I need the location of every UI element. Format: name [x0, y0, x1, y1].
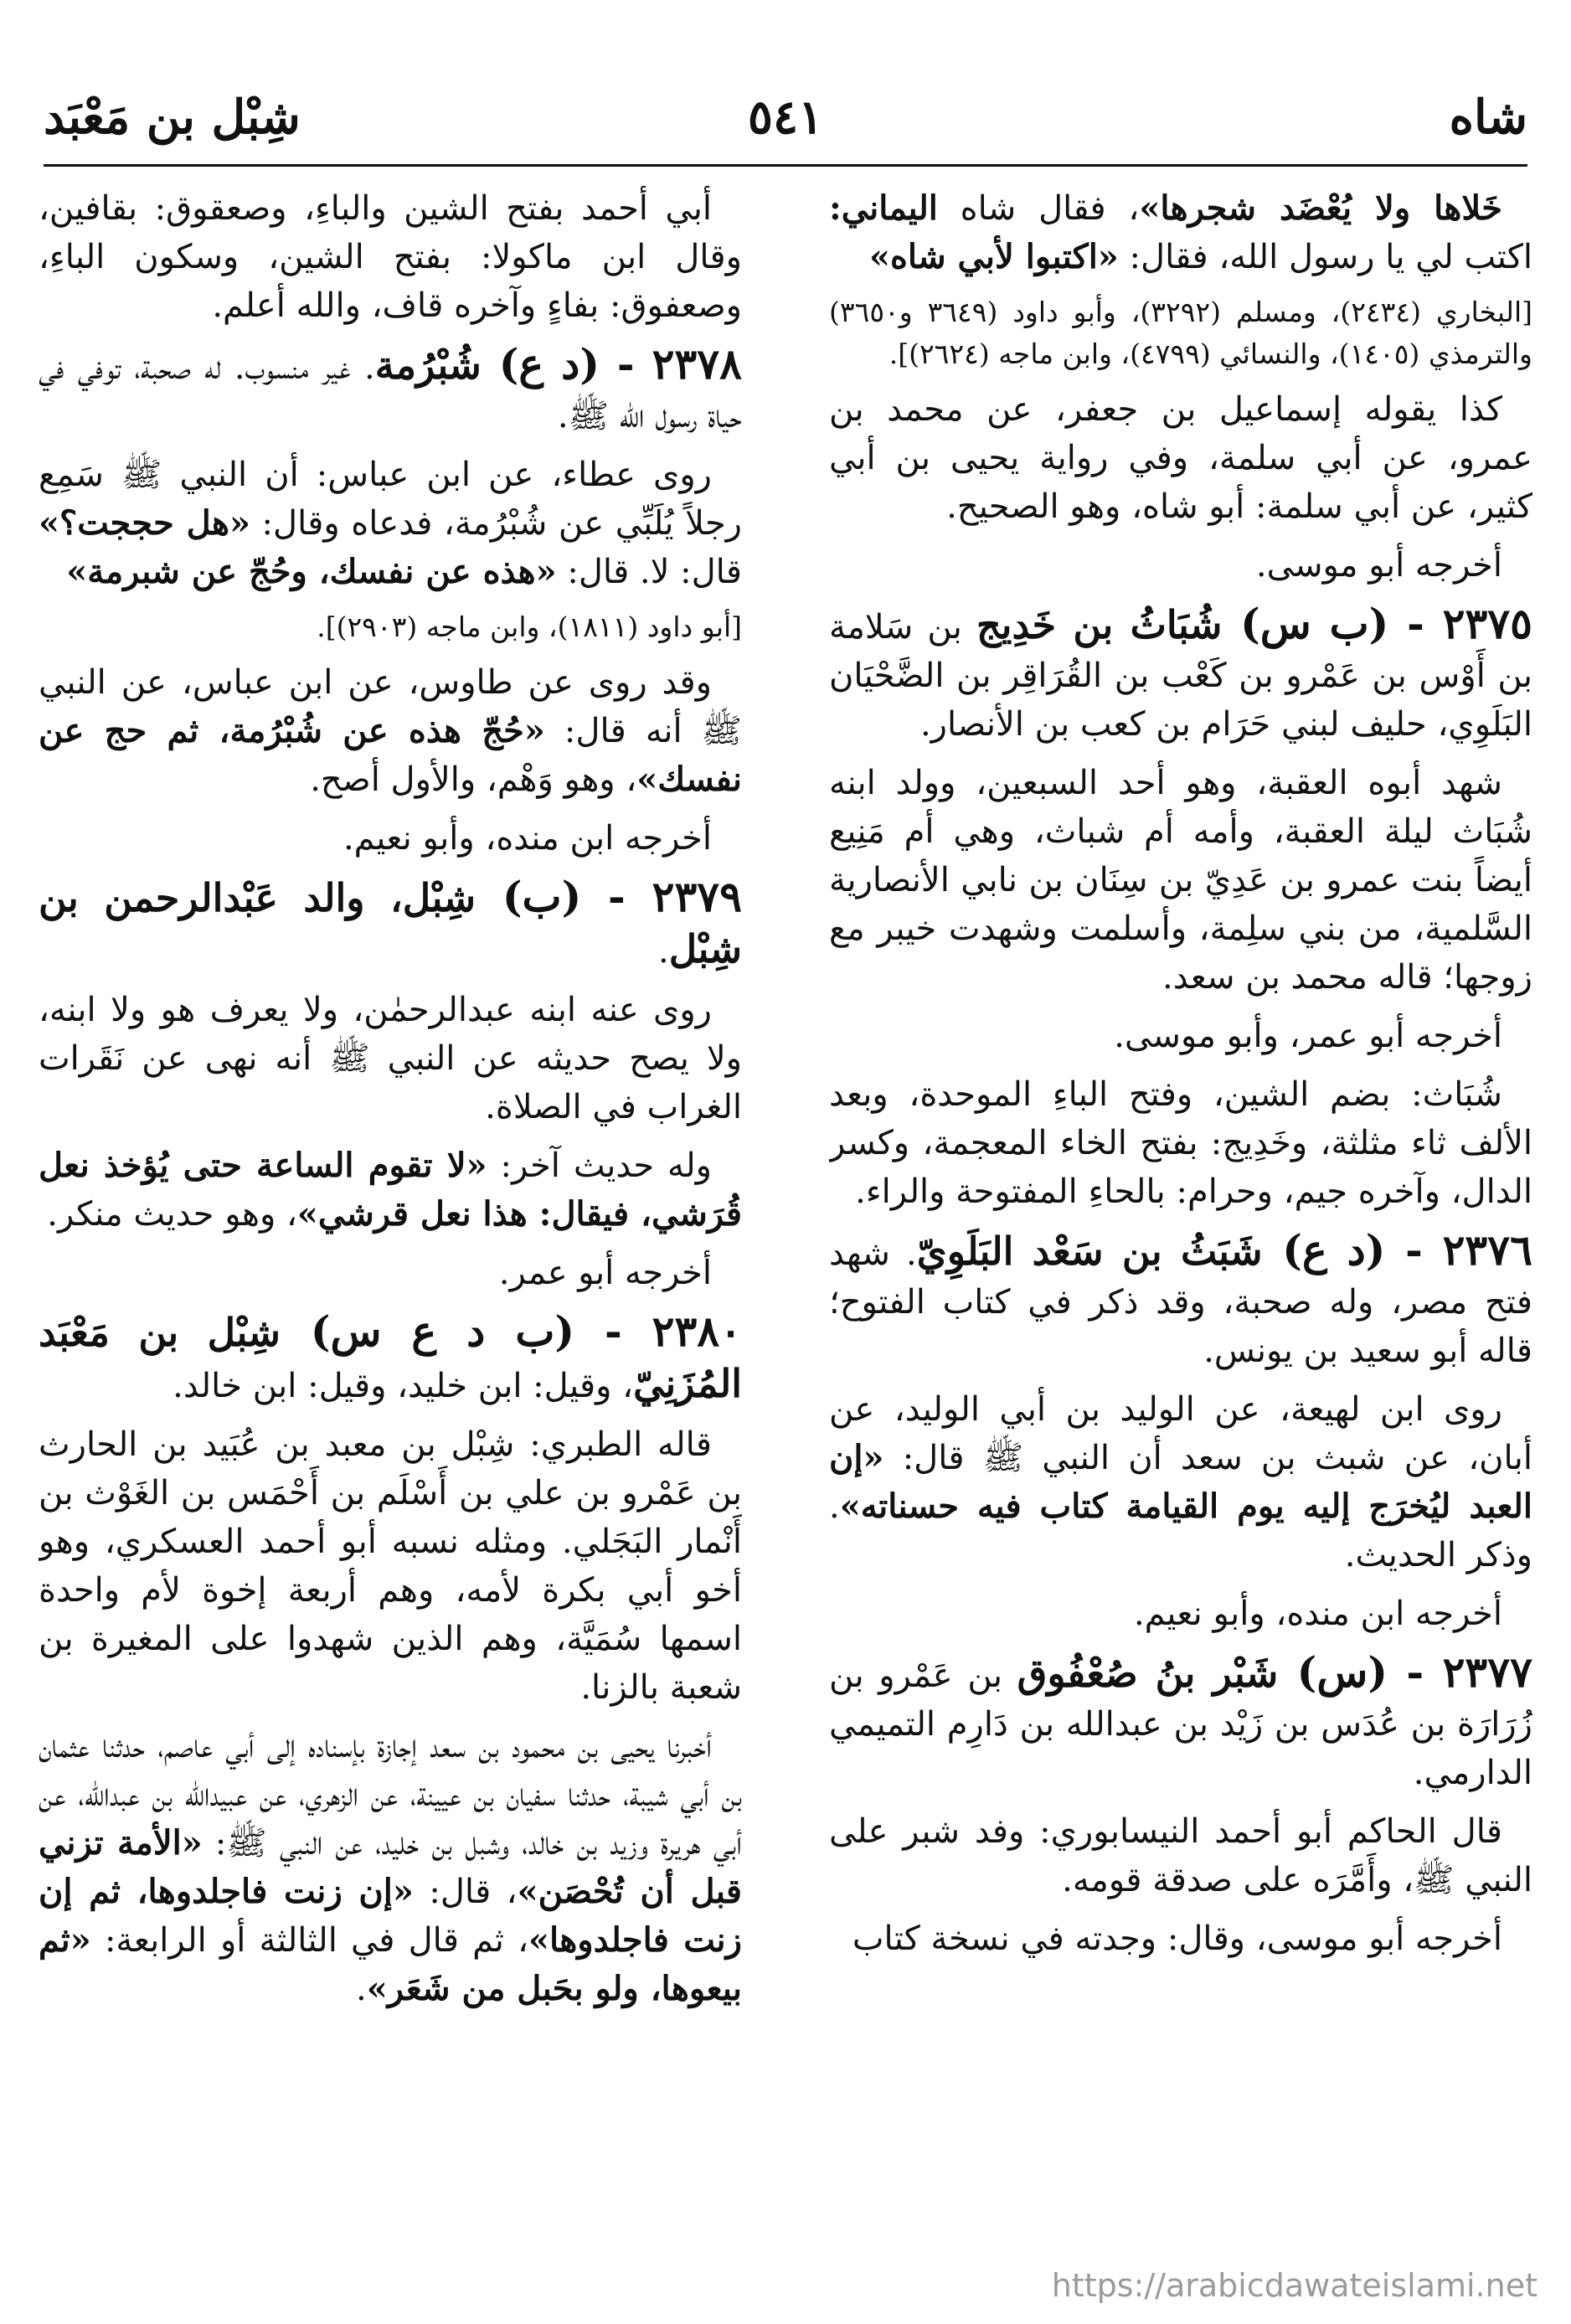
paragraph: أخرجه ابن منده، وأبو نعيم.	[343, 819, 712, 858]
entry-number: ٢٣٨٠ - (ب د ع س)	[280, 1306, 742, 1356]
text-run: قال: لا. قال:	[556, 553, 742, 591]
paragraph	[39, 1141, 742, 1239]
paragraph: أخرجه ابن منده، وأبو نعيم.	[1133, 1595, 1502, 1633]
text-run: ، وهو حديث منكر.	[47, 1195, 297, 1234]
text-run: . وذكر الحديث.	[829, 1487, 1532, 1574]
entry-text: ، وقيل: ابن خليد، وقيل: ابن خالد.	[173, 1367, 634, 1405]
entry-name: شَبْر بنُ صُعْفُوق	[1017, 1651, 1279, 1696]
biography-entry	[829, 1648, 1532, 1797]
entry-number: ٢٣٧٨ - (د ع)	[481, 339, 742, 389]
biography-entry	[39, 340, 742, 441]
text-run: .	[355, 1970, 367, 2008]
paragraph: قاله الطبري: شِبْل بن معبد بن عُبَيد بن الحارث بن عَمْرو بن علي بن أَسْلَم بن أَحْمَس بن الغَوْث بن أَنْمار البَجَلي. ومثله نسبه أبو أحمد العسكري، وهو أخو أبي بكرة لأمه، وهم أربعة إخوة لأم واحدة اسمها سُمَيَّة، وهم الذين شهدوا على المغيرة بن شعبة بالزنا.	[39, 1425, 742, 1707]
paragraph: أخرجه أبو موسى.	[1255, 546, 1502, 585]
quoted-hadith: خَلاها ولا يُعْضَد شجرها»	[1139, 188, 1502, 228]
paragraph	[39, 1722, 742, 2013]
entry-name: شِبْل بن مَعْبَد المُزَنِيّ	[39, 1310, 742, 1406]
paragraph: أخرجه أبو عمر.	[498, 1254, 712, 1292]
quoted-hadith: «حُجّ هذه عن شُبْرُمة، ثم حج عن نفسك»	[39, 711, 742, 799]
biography-entry	[829, 1226, 1532, 1375]
quoted-hadith: «الأمة تزني قبل أن تُحْصَن»	[39, 1823, 742, 1911]
text-run: أخبرنا يحيى بن محمود بن سعد إجازة بإسناده إلى أبي عاصم، حدثنا عثمان بن أبي شيبة، حدثنا سفيان بن عيينة، عن الزهري، عن عبيدالله بن عبدالله، عن أبي هريرة وزيد بن خالد، وشبل بن خليد، عن النبي ﷺ:	[39, 1727, 742, 1863]
entry-number: ٢٣٧٥ - (ب س)	[1222, 599, 1532, 648]
hadith-reference: [أبو داود (١٨١١)، وابن ماجه (٢٩٠٣)].	[317, 611, 742, 643]
entry-text: .	[658, 932, 669, 971]
entry-name: شُبْرُمة	[374, 343, 482, 388]
header-rule	[44, 164, 1527, 167]
text-run: أبي أحمد بفتح الشين والباءِ، وصعقوق: بقافين، وقال ابن ماكولا: بفتح الشين، وسكون الباءِ، وصعفوق: بفاءٍ وآخره قاف، والله أعلم.	[39, 189, 742, 325]
text-run: ، فقال شاه	[937, 189, 1140, 228]
quoted-hadith: «لا تقوم الساعة حتى يُؤخذ نعل قُرَشي، فيقال: هذا نعل قرشي»	[39, 1146, 742, 1234]
paragraph	[39, 451, 742, 596]
biography-entry	[829, 600, 1532, 749]
paragraph	[39, 184, 742, 330]
biography-entry	[39, 873, 742, 976]
hadith-reference: [البخاري (٢٤٣٤)، ومسلم (٣٢٩٢)، وأبو داود (٣٦٤٩ و٣٦٥٠) والترمذي (١٤٠٥)، والنسائي (٤٧٩٩)، وابن ماجه (٢٦٢٤)].	[829, 296, 1532, 370]
entry-number: ٢٣٧٩ - (ب)	[476, 872, 742, 921]
text-run: ، وهو وَهْم، والأول أصح.	[310, 760, 637, 799]
entry-text: بن عَمْرو بن زُرَارَة بن عُدَس بن زَيْد بن عبدالله بن دَارِم التميمي الدارمي.	[829, 1657, 1532, 1792]
paragraph	[829, 184, 1532, 281]
left-column	[39, 184, 742, 2278]
entry-name: شَبَثُ بن سَعْد البَلَوِيّ	[916, 1229, 1263, 1274]
paragraph: كذا يقوله إسماعيل بن جعفر، عن محمد بن عمرو، عن أبي سلمة، وفي رواية يحيى بن أبي كثير، عن أبي سلمة: أبو شاه، وهو الصحيح.	[829, 390, 1532, 526]
text-run: ، ثم قال في الثالثة أو الرابعة:	[90, 1921, 529, 1960]
paragraph	[39, 658, 742, 804]
paragraph: شُبَاث: بضم الشين، وفتح الباءِ الموحدة، وبعد الألف ثاء مثلثة، وخَدِيج: بفتح الخاء المعجمة، وكسر الدال، وآخره جيم، وحرام: بالحاءِ المفتوحة والراء.	[829, 1075, 1532, 1211]
entry-number: ٢٣٧٧ - (س)	[1278, 1647, 1532, 1697]
quoted-hadith: اليماني:	[829, 188, 938, 228]
right-column	[829, 184, 1532, 2278]
text-run: وقد روى عن طاوس، عن ابن عباس، عن النبي ﷺ أنه قال:	[39, 663, 742, 750]
page-header	[44, 84, 1527, 151]
quoted-hadith: «هذه عن نفسك، وحُجّ عن شبرمة»	[66, 552, 557, 591]
entry-text: بن سَلامة بن أَوْس بن عَمْرو بن كَعْب بن القُرَاقِر بن الضَّحْيَان البَلَوِي، حليف لبني حَرَام بن كعب بن الأنصار.	[829, 608, 1532, 744]
text-run: روى ابن لهيعة، عن الوليد بن أبي الوليد، عن أبان، عن شبث بن سعد أن النبي ﷺ قال:	[829, 1390, 1532, 1477]
entry-text: . شهد فتح مصر، وله صحبة، وقد ذكر في كتاب الفتوح؛ قاله أبو سعيد بن يونس.	[829, 1234, 1532, 1370]
quoted-hadith: «ثم بيعوها، ولو بحَبل من شَعَر»	[39, 1920, 742, 2008]
quoted-hadith: «إن العبد ليُخرَج إليه يوم القيامة كتاب فيه حسناته»	[829, 1438, 1532, 1526]
entry-name: شِبْل، والد عَبْدالرحمن بن شِبْل	[39, 875, 742, 971]
text-run: ، قال:	[413, 1873, 518, 1911]
running-title-right: شاه	[1449, 90, 1527, 145]
paragraph: شهد أبوه العقبة، وهو أحد السبعين، وولد ابنه شُبَاث ليلة العقبة، وأمه أم شباث، وهي أم مَنِيع أيضاً بنت عمرو بن عَدِيّ بن سِنَان بن نابي الأنصارية السَّلمية، من بني سلِمة، وأسلمت وشهدت خيبر مع زوجها؛ قاله محمد بن سعد.	[829, 764, 1532, 997]
text-run: وله حديث آخر:	[487, 1147, 712, 1185]
watermark: https://arabicdawateislami.net	[1051, 2267, 1538, 2304]
quoted-hadith: «اكتبوا لأبي شاه»	[868, 237, 1119, 276]
entry-name: شُبَاثُ بن خَدِيج	[976, 602, 1223, 647]
quoted-hadith: «هل حججت؟»	[39, 503, 251, 543]
page-number: ٥٤١	[747, 90, 824, 145]
running-title-left: شِبْل بن مَعْبَد	[44, 90, 301, 145]
entry-text: . غير منسوب. له صحبة، توفي في حياة رسول الله ﷺ.	[39, 348, 742, 435]
paragraph: أخرجه أبو موسى، وقال: وجدته في نسخة كتاب	[852, 1919, 1502, 1958]
text-run: اكتب لي يا رسول الله، فقال:	[1118, 238, 1532, 276]
paragraph	[829, 1385, 1532, 1579]
paragraph: روى عنه ابنه عبدالرحمٰن، ولا يعرف هو ولا ابنه، ولا يصح حديثه عن النبي ﷺ أنه نهى عن نَقَرات الغراب في الصلاة.	[39, 991, 742, 1126]
text-run: روى عطاء، عن ابن عباس: أن النبي ﷺ سَمِع رجلاً يُلَبِّي عن شُبْرُمة، فدعاه وقال:	[39, 456, 742, 543]
entry-number: ٢٣٧٦ - (د ع)	[1262, 1225, 1532, 1275]
quoted-hadith: «إن زنت فاجلدوها، ثم إن زنت فاجلدوها»	[39, 1872, 742, 1960]
biography-entry	[39, 1307, 742, 1410]
paragraph: قال الحاكم أبو أحمد النيسابوري: وفد شبر على النبي ﷺ، وأَمَّرَه على صدقة قومه.	[829, 1812, 1532, 1899]
paragraph: أخرجه أبو عمر، وأبو موسى.	[1114, 1017, 1502, 1055]
